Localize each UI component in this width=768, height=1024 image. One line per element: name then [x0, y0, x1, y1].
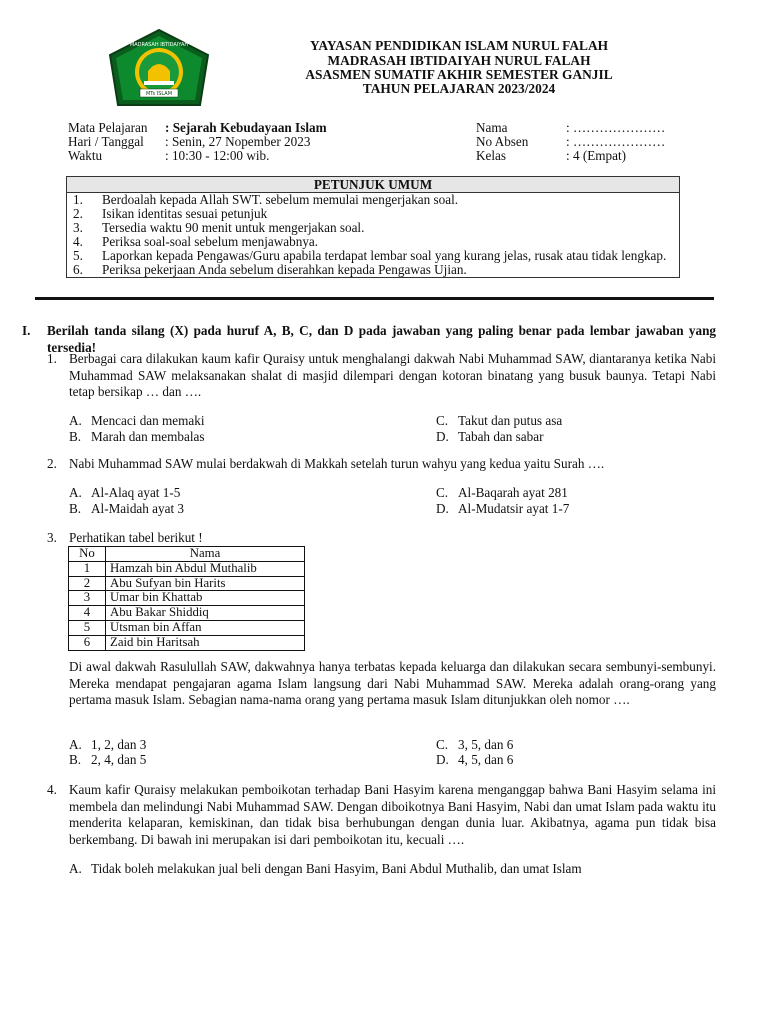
question-number: 3.: [47, 530, 57, 545]
table-cell-no: 2: [69, 576, 106, 591]
option-c: C. Takut dan putus asa: [436, 413, 563, 428]
instruction-number: 6.: [73, 262, 83, 277]
option-b: B. Marah dan membalas: [69, 429, 205, 444]
instruction-item: [67, 235, 679, 249]
subject-label: Mata Pelajaran: [68, 120, 148, 135]
option-a: A. 1, 2, dan 3: [69, 737, 147, 752]
name-field: : …………………: [566, 120, 666, 135]
table-cell-name: Hamzah bin Abdul Muthalib: [106, 561, 305, 576]
table-row: [69, 606, 305, 621]
logo-top-text: MADRASAH IBTIDAIYAH: [129, 42, 189, 48]
table-header-row: [69, 547, 305, 562]
instructions-title: PETUNJUK UMUM: [67, 177, 679, 193]
time-label: Waktu: [68, 148, 103, 163]
option-a: A. Al-Alaq ayat 1-5: [69, 485, 181, 500]
madrasah-logo: [104, 27, 214, 111]
table-cell-name: Zaid bin Haritsah: [106, 635, 305, 650]
question-text: Nabi Muhammad SAW mulai berdakwah di Makkah setelah turun wahyu yang kedua yaitu Surah ….: [69, 456, 605, 471]
option-a: A. Tidak boleh melakukan jual beli dengan Bani Hasyim, Bani Abdul Muthalib, dan umat Islam: [69, 861, 582, 876]
option-c: C. Al-Baqarah ayat 281: [436, 485, 568, 500]
option-c: C. 3, 5, dan 6: [436, 737, 514, 752]
instruction-text: Tersedia waktu 90 menit untuk mengerjakan soal.: [102, 220, 365, 235]
option-b: B. 2, 4, dan 5: [69, 752, 147, 767]
instruction-item: [67, 249, 679, 263]
instruction-item: [67, 207, 679, 221]
table-row: [69, 635, 305, 650]
instruction-item: [67, 263, 679, 277]
option-d: D. Al-Mudatsir ayat 1-7: [436, 501, 570, 516]
table-header-name: Nama: [106, 547, 305, 562]
section-instruction: Berilah tanda silang (X) pada huruf A, B, C, dan D pada jawaban yang paling benar pada lembar jawaban yang tersedia!: [47, 323, 716, 355]
name-label: Nama: [476, 120, 508, 135]
question-number: 1.: [47, 351, 57, 366]
question-passage: Di awal dakwah Rasulullah SAW, dakwahnya hanya terbatas kepada keluarga dan dilakukan secara sembunyi-sembunyi. Mereka mendapat pengajaran agama Islam langsung dari Nabi Muhammad SAW. Mereka adalah orang-orang yang pertama masuk Islam. Sebagian nama-nama orang yang pertama masuk Islam ditunjukkan oleh nomor ….: [69, 659, 716, 707]
table-header-no: No: [69, 547, 106, 562]
table-cell-name: Abu Bakar Shiddiq: [106, 606, 305, 621]
absen-field: : …………………: [566, 134, 666, 149]
question-number: 2.: [47, 456, 57, 471]
instruction-text: Laporkan kepada Pengawas/Guru apabila terdapat lembar soal yang kurang jelas, rusak atau tidak lengkap.: [102, 248, 667, 263]
instruction-text: Periksa pekerjaan Anda sebelum diserahkan kepada Pengawas Ujian.: [102, 262, 467, 277]
table-row: [69, 576, 305, 591]
instruction-number: 3.: [73, 220, 83, 235]
time-value: : 10:30 - 12:00 wib.: [165, 148, 270, 163]
option-b: B. Al-Maidah ayat 3: [69, 501, 185, 516]
instruction-item: [67, 221, 679, 235]
names-table: [68, 546, 305, 651]
question-text: Berbagai cara dilakukan kaum kafir Quraisy untuk menghalangi dakwah Nabi Muhammad SAW, diantaranya ketika Nabi Muhammad SAW melaksanakan shalat di masjid dilempari dengan kotoran binatang yang busuk baunya. Tetapi Nabi tetap bersikap … dan ….: [69, 351, 716, 399]
logo-banner-text: MTs ISLAM: [145, 91, 173, 97]
table-row: [69, 591, 305, 606]
instruction-number: 1.: [73, 192, 83, 207]
table-cell-no: 4: [69, 606, 106, 621]
subject-value: : Sejarah Kebudayaan Islam: [165, 120, 327, 135]
class-label: Kelas: [476, 148, 507, 163]
option-a: A. Mencaci dan memaki: [69, 413, 205, 428]
table-cell-name: Abu Sufyan bin Harits: [106, 576, 305, 591]
general-instructions-box: [66, 176, 680, 278]
table-row: [69, 561, 305, 576]
instruction-number: 5.: [73, 248, 83, 263]
table-cell-no: 1: [69, 561, 106, 576]
section-number: I.: [22, 323, 31, 338]
table-row: [69, 620, 305, 635]
option-d: D. Tabah dan sabar: [436, 429, 544, 444]
instruction-number: 2.: [73, 206, 83, 221]
date-value: : Senin, 27 Nopember 2023: [165, 134, 311, 149]
table-cell-no: 3: [69, 591, 106, 606]
table-cell-no: 5: [69, 620, 106, 635]
header-line-foundation: YAYASAN PENDIDIKAN ISLAM NURUL FALAH: [309, 38, 609, 53]
instruction-text: Isikan identitas sesuai petunjuk: [102, 206, 268, 221]
header-line-year: TAHUN PELAJARAN 2023/2024: [362, 81, 556, 96]
instruction-item: [67, 193, 679, 207]
table-cell-no: 6: [69, 635, 106, 650]
option-d: D. 4, 5, dan 6: [436, 752, 514, 767]
question-number: 4.: [47, 782, 57, 797]
instruction-text: Berdoalah kepada Allah SWT. sebelum memulai mengerjakan soal.: [102, 192, 459, 207]
header-divider: [35, 297, 714, 300]
class-value: : 4 (Empat): [566, 148, 627, 163]
question-text: Kaum kafir Quraisy melakukan pemboikotan terhadap Bani Hasyim karena menganggap bahwa Bani Hasyim selama ini membela dan melindungi Nabi Muhammad SAW. Dengan diboikotnya Bani Hasyim, Nabi dan umat Islam pada waktu itu menderita kelaparan, kemiskinan, dan tidak bisa berhubungan dengan dunia luar. Akibatnya, agama pun tidak bisa berkembang. Di bawah ini merupakan isi dari pemboikotan itu, kecuali ….: [69, 782, 716, 847]
instruction-number: 4.: [73, 234, 83, 249]
table-cell-name: Umar bin Khattab: [106, 591, 305, 606]
header-line-school: MADRASAH IBTIDAIYAH NURUL FALAH: [327, 53, 591, 68]
header-line-exam: ASASMEN SUMATIF AKHIR SEMESTER GANJIL: [305, 67, 613, 82]
instruction-text: Periksa soal-soal sebelum menjawabnya.: [102, 234, 319, 249]
table-cell-name: Utsman bin Affan: [106, 620, 305, 635]
date-label: Hari / Tanggal: [68, 134, 144, 149]
question-text: Perhatikan tabel berikut !: [69, 530, 203, 545]
absen-label: No Absen: [476, 134, 529, 149]
